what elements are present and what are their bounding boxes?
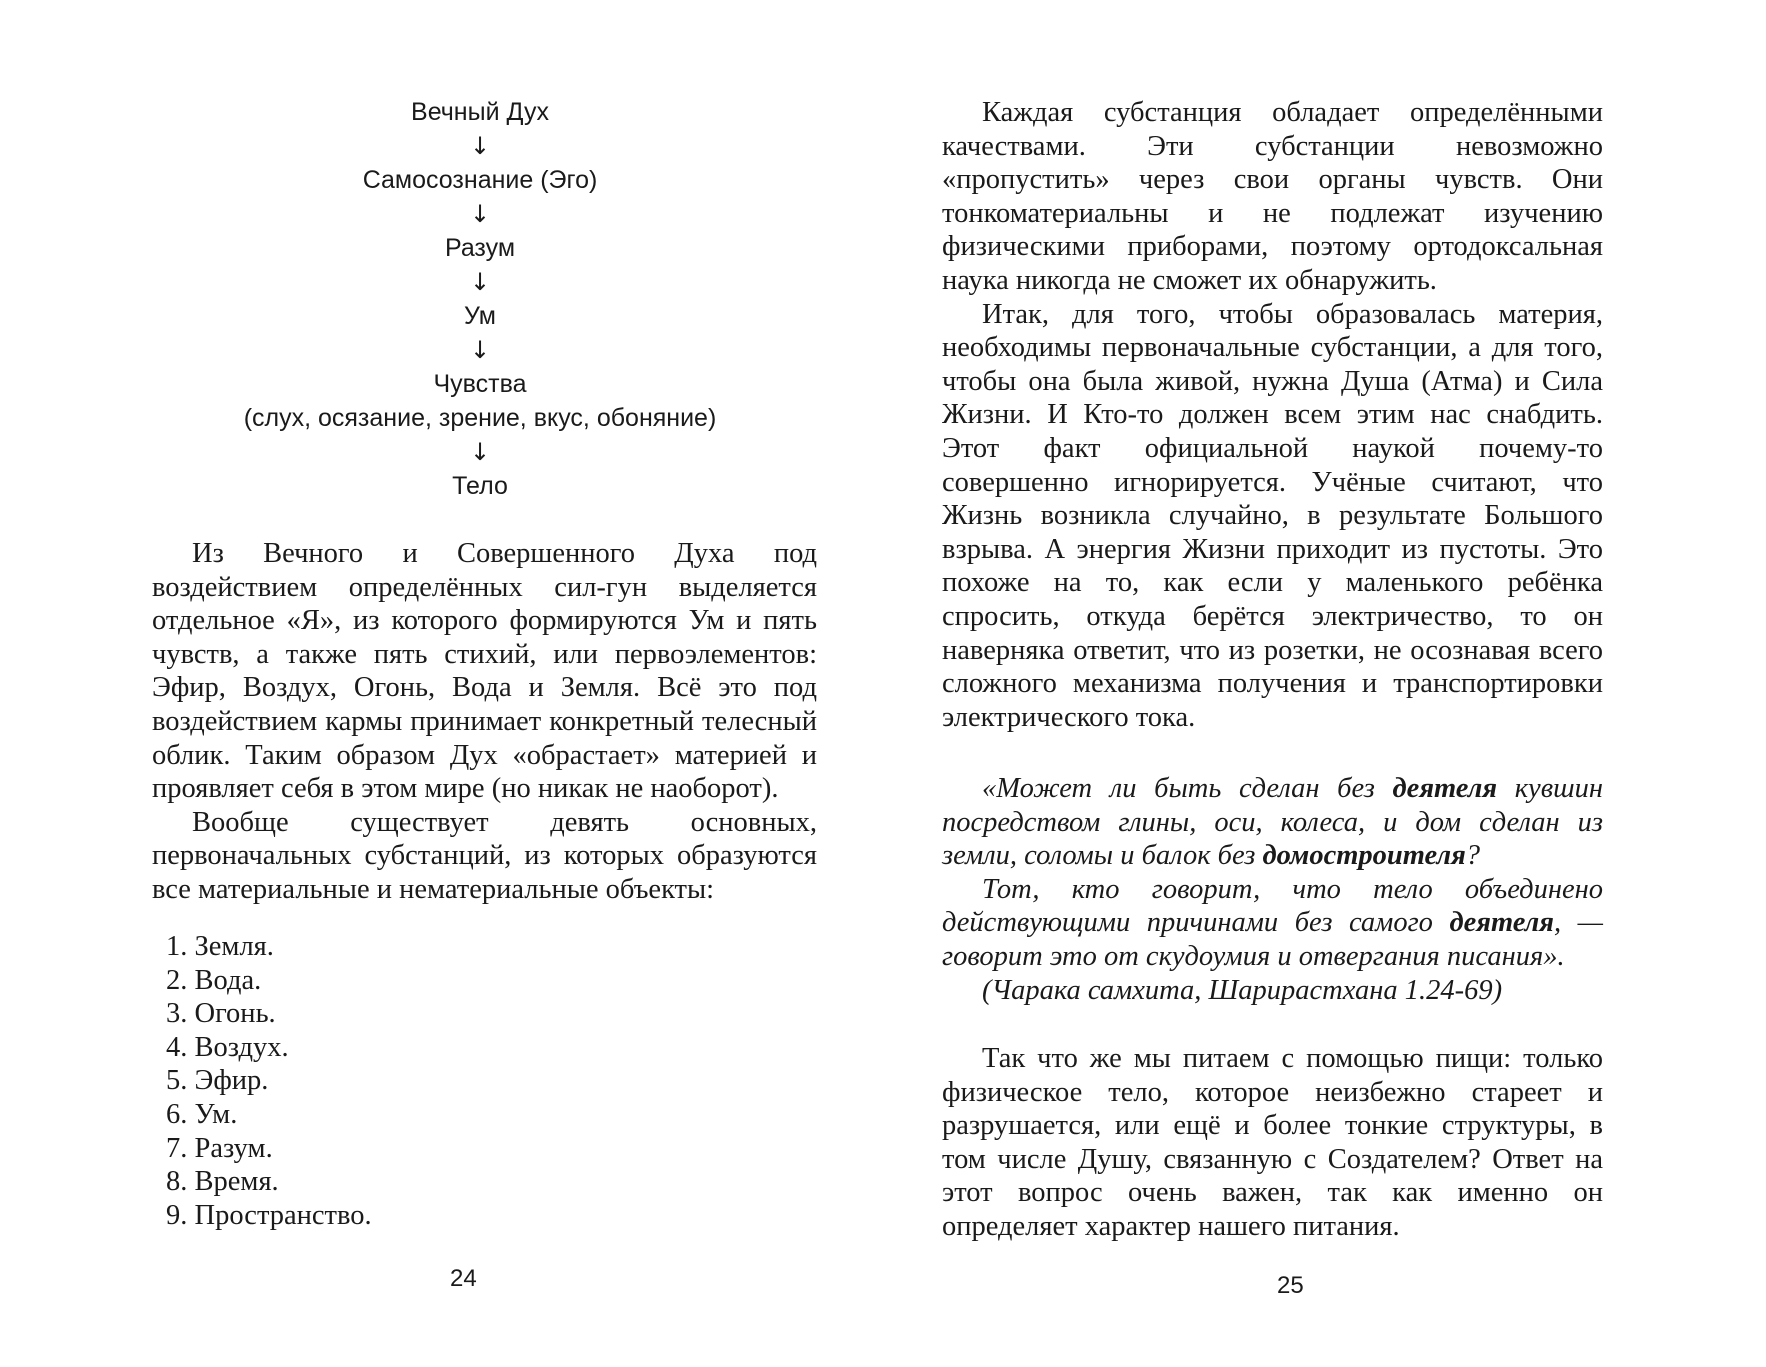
list-item: 5. Эфир. (166, 1065, 269, 1097)
quote-paragraph (942, 873, 1603, 974)
list-item: 7. Разум. (166, 1132, 273, 1164)
right-body-text (942, 96, 1603, 734)
paragraph: Из Вечного и Совершенного Духа под воздействием определённых сил-гун выделяется отдельное «Я», из которого формируются Ум и пять чувств, а также пять стихий, или первоэлементов: Эфир, Воздух, Огонь, Вода и Земля. Всё это под воздействием кармы принимает конкретный телесный облик. Таким образом Дух «обрастает» материей и проявляет себя в этом мире (но никак не наоборот). (152, 538, 817, 805)
page-number: 25 (1277, 1272, 1304, 1299)
quote-text: кувшин посредством глины, оси, колеса, и дом сделан из земли, соломы и балок без (942, 773, 1603, 872)
quote-text: ? (1465, 840, 1481, 872)
quote-text: , — говорит это от скудоумия и отвергания писания». (942, 907, 1604, 972)
down-arrow-icon: ↓ (469, 438, 491, 466)
quote-text: «Может ли быть сделан без (982, 773, 1393, 804)
flow-node-senses-detail: (слух, осязание, зрение, вкус, обоняние) (243, 404, 717, 432)
substances-list (166, 930, 372, 1232)
flow-node-mind: Ум (464, 302, 496, 330)
paragraph: Итак, для того, чтобы образовалась материя, необходимы первоначальные субстанции, а для того, чтобы она была живой, нужна Душа (Атма) и Сила Жизни. И Кто-то должен всем этим нас снабдить. Этот факт официальной наукой почему-то совершенно игнорируется. Учёные считают, что Жизнь возникла случайно, в результате Большого взрыва. А энергия Жизни приходит из пустоты. Это похоже на то, как если у маленького ребёнка спросить, откуда берётся электричество, то он наверняка ответит, что из розетки, не осознавая всего сложного механизма получения и транспортировки электрического тока. (942, 298, 1603, 733)
list-item: 4. Воздух. (166, 1031, 289, 1063)
paragraph: Так что же мы питаем с помощью пищи: только физическое тело, которое неизбежно стареет и разрушается, или ещё и более тонкие структуры, в том числе Душу, связанную с Создателем? Ответ на этот вопрос очень важен, так как именно он определяет характер нашего питания. (942, 1043, 1603, 1242)
flow-node-self-awareness: Самосознание (Эго) (362, 166, 598, 194)
paragraph: Вообще существует девять основных, первоначальных субстанций, из которых образуются все материальные и нематериальные объекты: (152, 806, 817, 905)
flow-node-eternal-spirit: Вечный Дух (411, 98, 549, 126)
list-item: 8. Время. (166, 1166, 279, 1198)
list-item: 3. Огонь. (166, 998, 276, 1030)
page-number: 24 (450, 1265, 477, 1292)
flow-node-senses: Чувства (433, 370, 527, 398)
hierarchy-diagram (140, 95, 820, 503)
left-body-text (152, 537, 817, 907)
down-arrow-icon: ↓ (469, 268, 491, 296)
flow-node-intellect: Разум (444, 234, 516, 262)
list-item: 6. Ум. (166, 1098, 238, 1130)
list-item: 9. Пространство. (166, 1199, 372, 1231)
flow-node-body: Тело (452, 472, 508, 500)
quote-text: Тот, кто говорит, что тело объединено действующими причинами без самого (942, 873, 1603, 939)
quotation-block (942, 772, 1603, 1007)
down-arrow-icon: ↓ (469, 132, 491, 160)
list-item: 2. Вода. (166, 964, 262, 996)
quote-paragraph (942, 772, 1603, 873)
quote-emphasis: домостроителя (1262, 840, 1466, 872)
quote-emphasis: деятеля (1392, 773, 1498, 804)
down-arrow-icon: ↓ (469, 336, 491, 364)
list-item: 1. Земля. (166, 931, 274, 962)
paragraph: Каждая субстанция обладает определёнными качествами. Эти субстанции невозможно «пропустить» через свои органы чувств. Они тонкоматериальны и не подлежат изучению физическими приборами, поэтому ортодоксальная наука никогда не сможет их обнаружить. (942, 97, 1603, 296)
right-closing-text (942, 1042, 1603, 1244)
quote-emphasis: деятеля (1449, 907, 1554, 939)
down-arrow-icon: ↓ (469, 200, 491, 228)
quote-source: (Чарака самхита, Шарирастхана 1.24-69) (982, 974, 1503, 1006)
